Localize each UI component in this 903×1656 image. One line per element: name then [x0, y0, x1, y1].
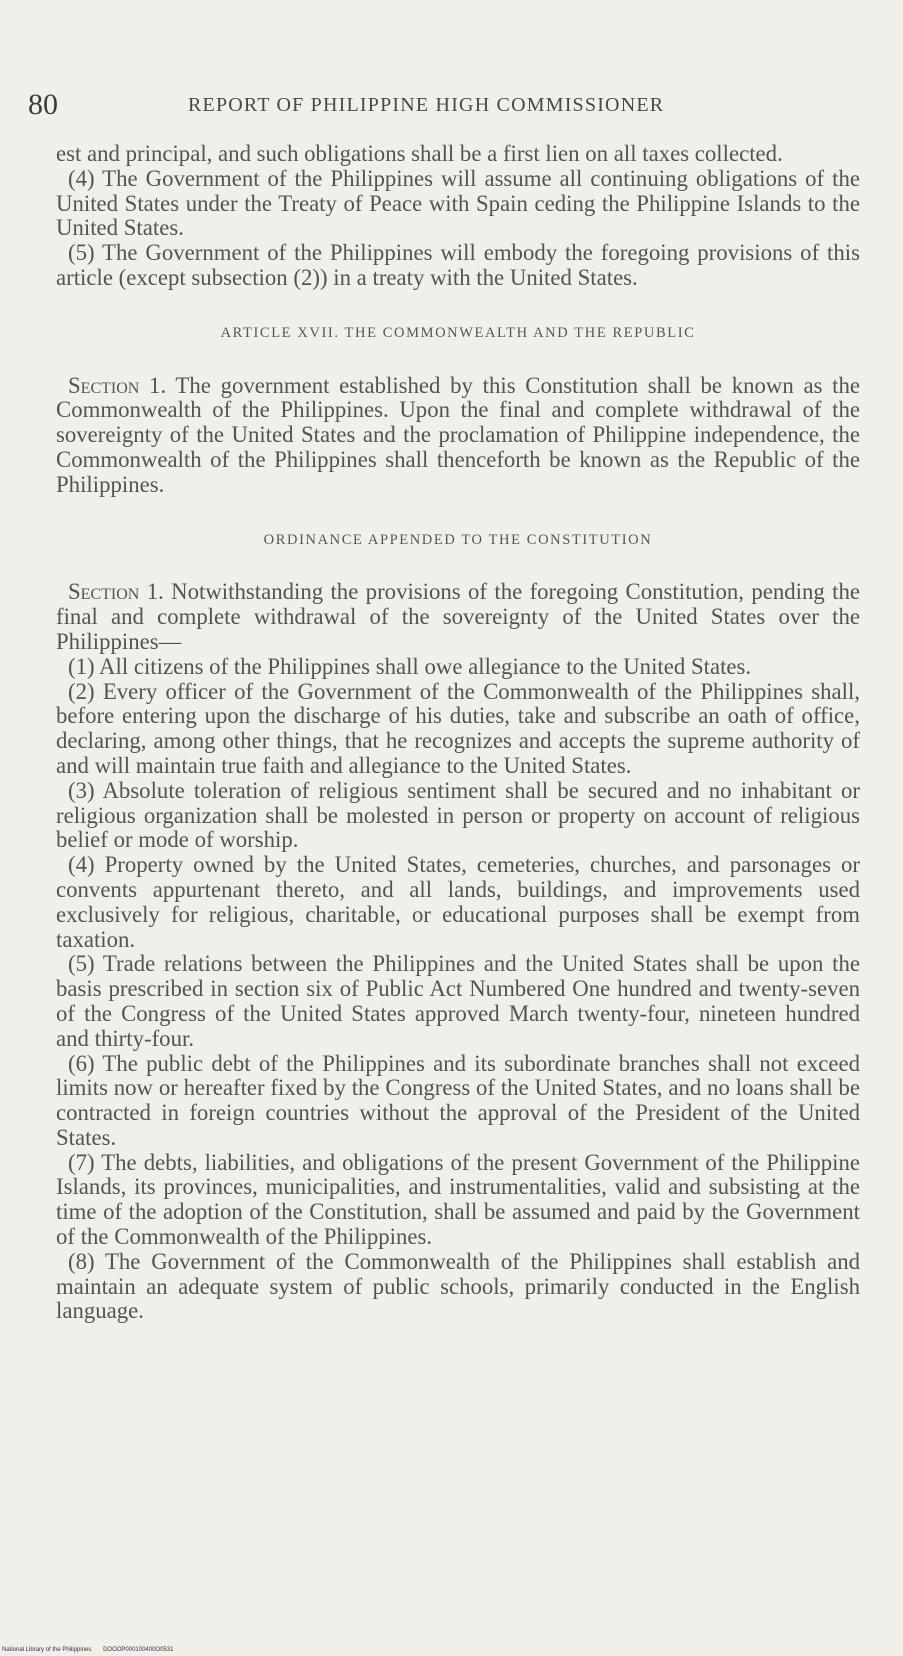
article-heading: ARTICLE XVII. THE COMMONWEALTH AND THE REPUBLIC — [220, 324, 696, 341]
ordinance-heading: ORDINANCE APPENDED TO THE CONSTITUTION — [263, 531, 653, 548]
ordinance-item-5: (5) Trade relations between the Philippines and the United States shall be upon the basis prescribed in section six of Public Act Numbered One hundred and twenty-seven of the Congress of the United States approved March twenty-four, nineteen hundred and thirty-four. — [56, 951, 860, 1051]
page-body — [56, 142, 860, 1324]
paragraph-4: (4) The Government of the Philippines will assume all continuing obligations of the United States under the Treaty of Peace with Spain ceding the Philippine Islands to the United States. — [56, 165, 860, 241]
footer-library: National Library of the Philippines — [2, 1647, 92, 1653]
ordinance-item-8: (8) The Government of the Commonwealth of the Philippines shall establish and maintain an adequate system of public schools, primarily conducted in the English language. — [56, 1248, 860, 1324]
ordinance-item-2: (2) Every officer of the Government of the Commonwealth of the Philippines shall, before entering upon the discharge of his duties, take and subscribe an oath of office, declaring, among other things, that he recognizes and accepts the supreme authority of and will maintain true faith and allegiance to the United States. — [56, 678, 860, 778]
page-number: 80 — [28, 88, 58, 121]
paragraph-continued: est and principal, and such obligations shall be a first lien on all taxes collected. — [56, 141, 783, 166]
section-label: Section — [68, 579, 140, 605]
section-text: 1. The government established by this Constitution shall be known as the Commonwealth of the Philippines. Upon the final and complete withdrawal of the sovereignty of the United States and the proclamation of Philippine independence, the Commonwealth of the Philippines shall thenceforth be known as the Republic of the Philippines. — [56, 372, 860, 497]
ordinance-item-6: (6) The public debt of the Philippines and its subordinate branches shall not exceed limits now or hereafter fixed by the Congress of the United States, and no loans shall be contracted in foreign countries without the approval of the President of the United States. — [56, 1050, 860, 1150]
ordinance-item-7: (7) The debts, liabilities, and obligations of the present Government of the Philippine Islands, its provinces, municipalities, and instrumentalities, valid and subsisting at the time of the adoption of the Constitution, shall be assumed and paid by the Government of the Commonwealth of the Philippines. — [56, 1149, 860, 1250]
article-section-1 — [56, 374, 860, 498]
ordinance-item-3: (3) Absolute toleration of religious sentiment shall be secured and no inhabitant or religious organization shall be molested in person or property on account of religious belief or mode of worship. — [56, 777, 860, 853]
scan-footer — [2, 1647, 183, 1653]
section-text: 1. Notwithstanding the provisions of the foregoing Constitution, pending the final and complete withdrawal of the sovereignty of the United States over the Philippines— — [56, 579, 860, 654]
running-head: REPORT OF PHILIPPINE HIGH COMMISSIONER — [188, 94, 665, 116]
ordinance-item-4: (4) Property owned by the United States, cemeteries, churches, and parsonages or convents appurtenant thereto, and all lands, buildings, and improvements used exclusively for religious, charitable, or educational purposes shall be exempt from taxation. — [56, 852, 860, 952]
footer-id: DOOOP000100400O0531 — [103, 1647, 174, 1653]
ordinance-section-1 — [56, 580, 860, 654]
section-label: Section — [68, 372, 140, 398]
paragraph-5: (5) The Government of the Philippines will embody the foregoing provisions of this article (except subsection (2)) in a treaty with the United States. — [56, 240, 860, 290]
page-header — [28, 88, 863, 128]
ordinance-item-1: (1) All citizens of the Philippines shall owe allegiance to the United States. — [68, 653, 752, 679]
